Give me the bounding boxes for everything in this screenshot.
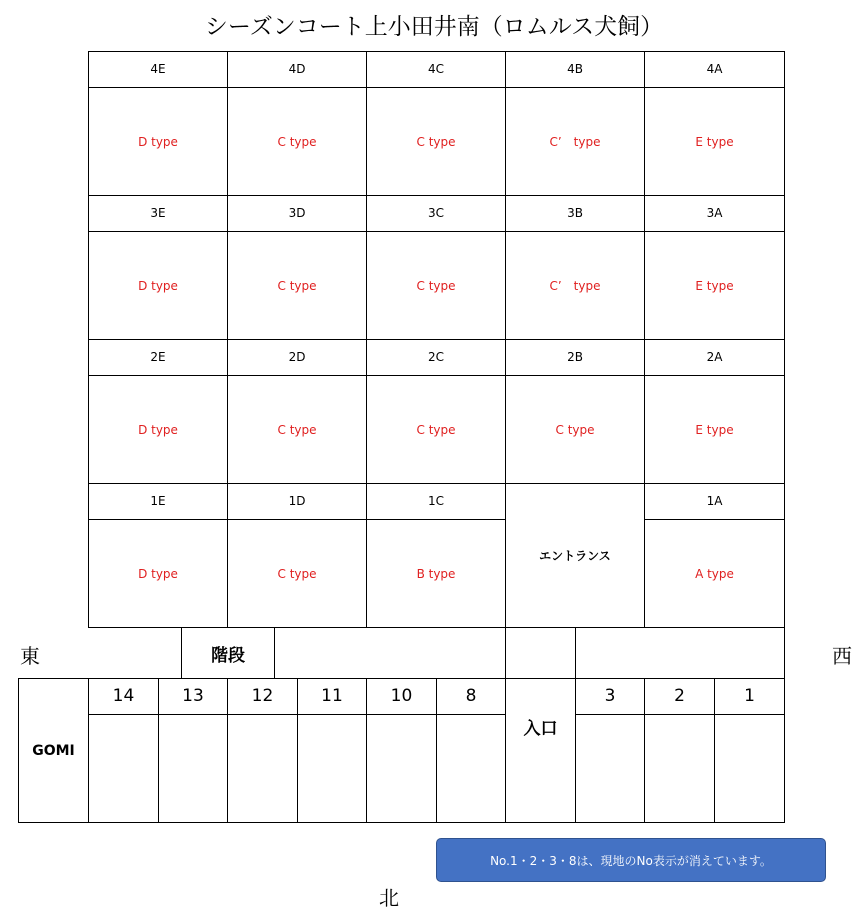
unit-label-2D: 2D [227,339,367,376]
unit-label-2B: 2B [505,339,645,376]
unit-label-4A: 4A [644,51,785,88]
entry-passage [505,678,576,823]
unit-label-2C: 2C [366,339,506,376]
garbage-area: GOMI [18,678,89,823]
unit-label-4C: 4C [366,51,506,88]
unit-type-3E: D type [88,231,228,340]
parking-number-11: 11 [297,678,367,715]
unit-label-2A: 2A [644,339,785,376]
parking-space-3 [575,714,645,823]
parking-space-11 [297,714,367,823]
unit-type-4E: D type [88,87,228,196]
entrance-hall: エントランス [505,483,645,628]
north-label: 北 [379,886,399,910]
unit-type-2B: C type [505,375,645,484]
unit-label-4D: 4D [227,51,367,88]
unit-label-3D: 3D [227,195,367,232]
passage-left-edge [505,627,506,679]
unit-type-2C: C type [366,375,506,484]
unit-type-1E: D type [88,519,228,628]
passage-top-edge [274,627,506,628]
unit-type-1C: B type [366,519,506,628]
east-wing-top-edge [575,627,785,628]
unit-type-2E: D type [88,375,228,484]
unit-label-3E: 3E [88,195,228,232]
parking-number-2: 2 [644,678,715,715]
unit-type-2A: E type [644,375,785,484]
unit-label-4E: 4E [88,51,228,88]
unit-type-3C: C type [366,231,506,340]
unit-label-2E: 2E [88,339,228,376]
passage-right-edge [575,627,576,679]
unit-type-1A: A type [644,519,785,628]
unit-label-3B: 3B [505,195,645,232]
east-wing-right-edge [784,627,785,679]
parking-space-1 [714,714,785,823]
unit-type-4B: C’ type [505,87,645,196]
parking-number-1: 1 [714,678,785,715]
parking-number-13: 13 [158,678,228,715]
unit-type-4D: C type [227,87,367,196]
entry-label: 入口 [523,719,558,739]
parking-number-10: 10 [366,678,437,715]
east-label: 東 [20,644,40,668]
parking-space-2 [644,714,715,823]
stairs-block: 階段 [181,627,275,679]
note-callout: No.1・2・3・8は、現地のNo表示が消えています。 [436,838,826,882]
parking-space-13 [158,714,228,823]
parking-space-12 [227,714,298,823]
parking-number-14: 14 [88,678,159,715]
unit-label-1E: 1E [88,483,228,520]
parking-space-14 [88,714,159,823]
unit-label-1A: 1A [644,483,785,520]
unit-label-1D: 1D [227,483,367,520]
parking-space-8 [436,714,506,823]
unit-label-1C: 1C [366,483,506,520]
west-label: 西 [832,644,852,668]
parking-number-8: 8 [436,678,506,715]
unit-type-1D: C type [227,519,367,628]
unit-type-4C: C type [366,87,506,196]
unit-type-4A: E type [644,87,785,196]
unit-type-3A: E type [644,231,785,340]
parking-space-10 [366,714,437,823]
unit-label-3C: 3C [366,195,506,232]
unit-type-2D: C type [227,375,367,484]
page-title: シーズンコート上小田井南（ロムルス犬飼） [204,14,664,40]
unit-type-3D: C type [227,231,367,340]
unit-type-3B: C’ type [505,231,645,340]
parking-number-3: 3 [575,678,645,715]
unit-label-3A: 3A [644,195,785,232]
parking-number-12: 12 [227,678,298,715]
unit-label-4B: 4B [505,51,645,88]
